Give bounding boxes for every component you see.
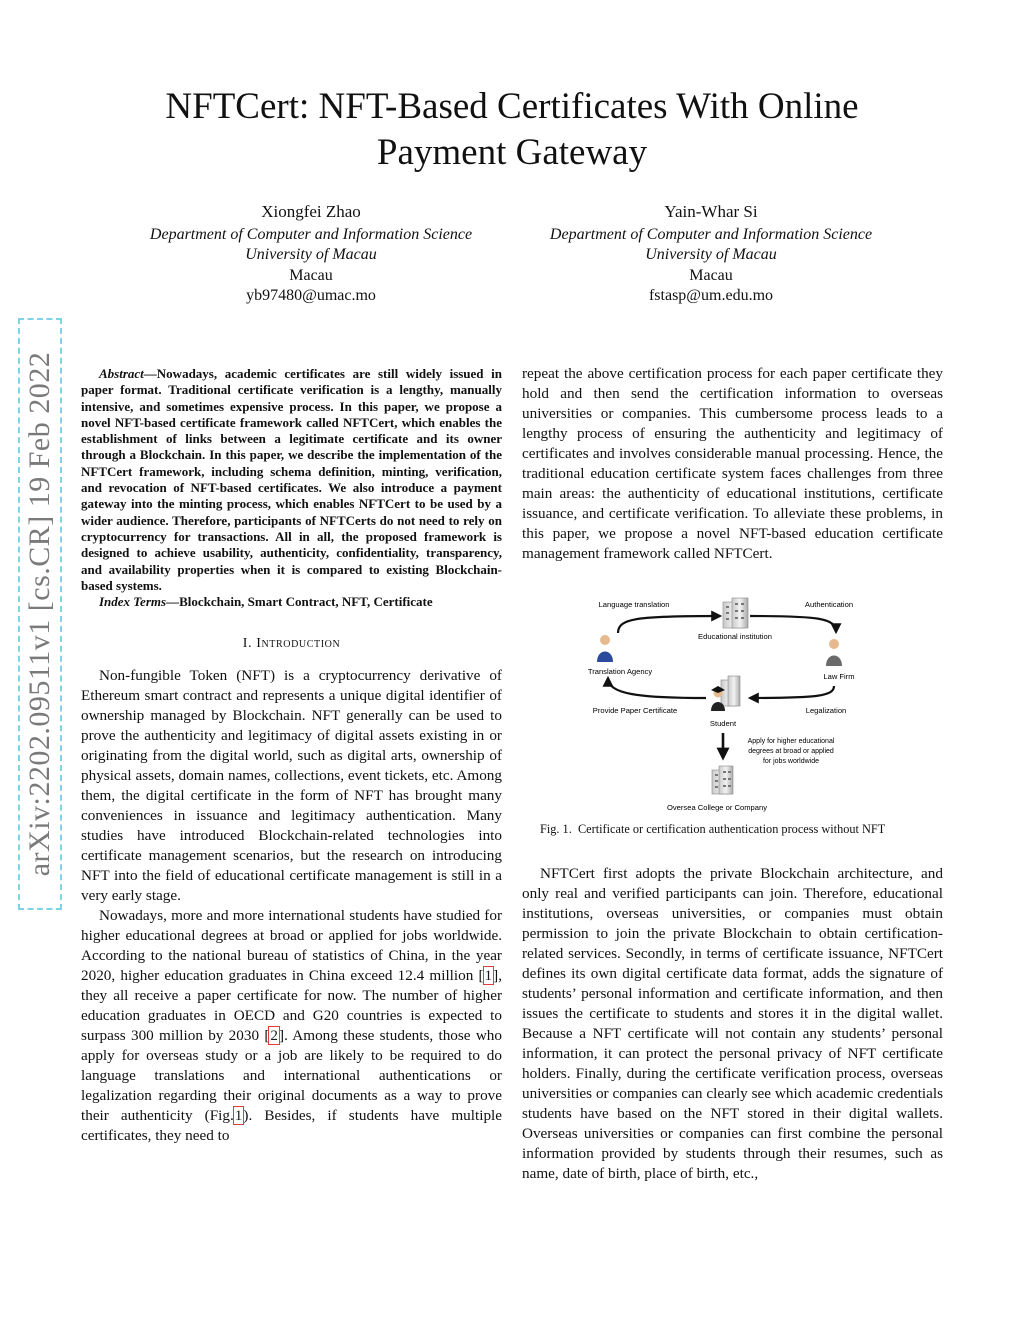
author-email: fstasp@um.edu.mo	[648, 287, 774, 304]
label-oversea-college: Oversea College or Company	[666, 803, 768, 812]
label-legalization: Legalization	[805, 706, 847, 715]
arrow-to-student	[750, 686, 834, 698]
index-terms-dash: —	[166, 594, 180, 610]
author-block-2	[501, 202, 921, 307]
author-location: Macau	[289, 266, 333, 284]
author-block-1	[101, 202, 521, 307]
arrow-to-translation-agency	[608, 678, 706, 698]
right-column-top	[522, 364, 943, 564]
person-icon	[826, 639, 842, 666]
abstract-text: Nowadays, academic certificates are still widely issued in paper format. Traditional certificate verification is a lengthy, manually intensive, and sometimes expensive process. In this paper, we propose a novel NFT-based certificate framework called NFTCert, which enables the establishment of links between a legitimate certificate and its owner through a Blockchain. In this paper, we describe the implementation of the NFTCert framework, including schema definition, minting, verification, and revocation of NFT-based certificates. We also introduce a payment gateway into the minting process, which enables NFTCert to be used by a wider audience. Therefore, participants of NFTCerts do not need to rely on cryptocurrency for transactions. All in all, the proposed framework is designed to achieve usability, authenticity, confidentiality, transparency, and availability properties when it is compared to existing Blockchain-based systems.	[81, 366, 502, 593]
figure-1	[578, 596, 888, 818]
paper-title: NFTCert: NFT-Based Certificates With Online Payment Gateway	[165, 86, 859, 173]
text-run: ). Besides, if students have multiple certificates, they need to	[81, 1107, 502, 1145]
label-educational-institution: Educational institution	[698, 632, 772, 641]
arxiv-stamp	[18, 318, 62, 910]
label-language-translation: Language translation	[598, 600, 670, 609]
author-name: Xiongfei Zhao	[261, 202, 361, 221]
index-terms	[81, 594, 502, 610]
arrow-to-law-firm	[750, 616, 836, 632]
citation-link[interactable]: 1	[484, 967, 493, 985]
section-number: I.	[242, 636, 253, 652]
arxiv-identifier: arXiv:2202.09511v1 [cs.CR] 19 Feb 2022	[23, 351, 56, 877]
text-run: Nowadays, more and more international students have studied for higher educational degrees at broad or applied for jobs worldwide. According to the national bureau of statistics of China, in the year 2020, higher education graduates in China exceed 12.4 million	[81, 907, 502, 985]
abstract	[81, 366, 502, 594]
label-apply-line-1: Apply for higher educational	[747, 738, 835, 745]
author-university: University of Macau	[645, 246, 777, 263]
intro-paragraph-3: repeat the above certification process for each paper certificate they hold and then send the certification information to overseas universities or companies. This cumbersome process leads to a lengthy process of ensuring the authenticity and legitimacy of certificates and involves considerable manual processing. Hence, the traditional education certificate system faces challenges from three main areas: the authenticity of educational institutions, certificate issuance, and certificate verification. To alleviate these problems, in this paper, we propose a novel NFT-based education certificate management framework called NFTCert.	[522, 365, 943, 562]
text-run: . Among these students, those who apply for overseas study or a job are likely to be required to do language translations and international authentications or legalization regarding their original documents as a way to prove their authenticity (Fig.	[81, 1027, 502, 1125]
label-apply-line-2: degrees at broad or applied	[748, 748, 834, 755]
caption-label: Fig. 1.	[540, 822, 572, 836]
label-provide-paper-certificate: Provide Paper Certificate	[592, 706, 678, 715]
right-column-bottom	[522, 864, 943, 1184]
label-apply-line-3: for jobs worldwide	[762, 758, 820, 765]
index-terms-label: Index Terms	[99, 594, 167, 610]
building-icon	[723, 598, 748, 628]
author-department: Department of Computer and Information Science	[149, 225, 473, 243]
section-heading	[81, 634, 502, 654]
label-law-firm: Law Firm	[823, 672, 855, 681]
author-department: Department of Computer and Information Science	[549, 225, 873, 243]
intro-paragraph-4: NFTCert first adopts the private Blockchain architecture, and only real and verified participants can join. Therefore, educational institutions, overseas universities, or companies must obtain permission to join the private Blockchain to obtain certification-related services. Secondly, in terms of certificate issuance, NFTCert defines its own digital certificate data format, adds the signature of students’ personal information and certificate information, and then issues the certificate to students and stores it in the digital wallet. Because a NFT certificate will not contain any students’ personal information, it can protect the personal privacy of NFT certificate holders. Finally, during the certificate verification process, overseas universities or companies can clearly see which academic credentials students have based on the NFT stored in their digital wallets. Overseas universities or companies can first combine the personal information provided by students through their resumes, such as name, date of birth, place of birth, etc.,	[522, 865, 943, 1182]
left-column	[81, 366, 502, 1146]
figure-caption	[540, 822, 885, 837]
abstract-label: Abstract	[99, 366, 144, 381]
author-location: Macau	[689, 266, 733, 284]
figure-1-diagram	[578, 596, 888, 818]
person-icon	[597, 635, 613, 662]
section-title: Introduction	[256, 636, 341, 652]
arrow-to-institution	[618, 616, 720, 633]
abstract-dash: —	[143, 366, 157, 381]
citation-link[interactable]: 2	[270, 1027, 278, 1045]
figure-link[interactable]: 1	[234, 1107, 243, 1125]
text-run: , they all receive a paper certificate for now. The number of higher education graduates in OECD and G20 countries is expected to surpass 300 million by 2030	[81, 967, 502, 1045]
caption-text: Certificate or certification authentication process without NFT	[577, 822, 886, 836]
author-name: Yain-Whar Si	[664, 202, 758, 221]
student-icon	[711, 676, 740, 711]
building-icon	[712, 766, 733, 794]
intro-paragraph-2: Nowadays, more and more international students have studied for higher educational degrees at broad or applied for jobs worldwide. According to the national bureau of statistics of China, in the year 2020, higher education graduates in China exceed 12.4 million [1], they all receive a paper certificate for now. The number of higher education graduates in OECD and G20 countries is expected to surpass 300 million by 2030 [2]. Among these students, those who apply for overseas study or a job are likely to be required to do language translations and international authentications or legalization regarding their original documents as a way to prove their authenticity (Fig.1). Besides, if students have multiple certificates, they need to	[81, 907, 502, 1145]
intro-paragraph-1: Non-fungible Token (NFT) is a cryptocurrency derivative of Ethereum smart contract and represents a unique digital identifier of ownership managed by Blockchain. NFT generally can be used to prove the authenticity and legitimacy of digital assets existing in or originating from the digital world, such as digital arts, ownership of physical assets, domain names, collections, event tickets, etc. Among them, the digital certificate in the form of NFT has brought many conveniences in issuance and legitimacy authentication. Many studies have introduced Blockchain-related technologies into certificate management scenarios, but the research on introducing NFT into the field of educational certificate management is still in a very early stage.	[81, 667, 502, 905]
label-authentication: Authentication	[804, 600, 854, 609]
author-university: University of Macau	[245, 246, 377, 263]
label-student: Student	[709, 719, 737, 728]
author-email: yb97480@umac.mo	[246, 287, 376, 304]
label-translation-agency: Translation Agency	[587, 667, 653, 676]
index-terms-text: Blockchain, Smart Contract, NFT, Certificate	[179, 594, 433, 610]
